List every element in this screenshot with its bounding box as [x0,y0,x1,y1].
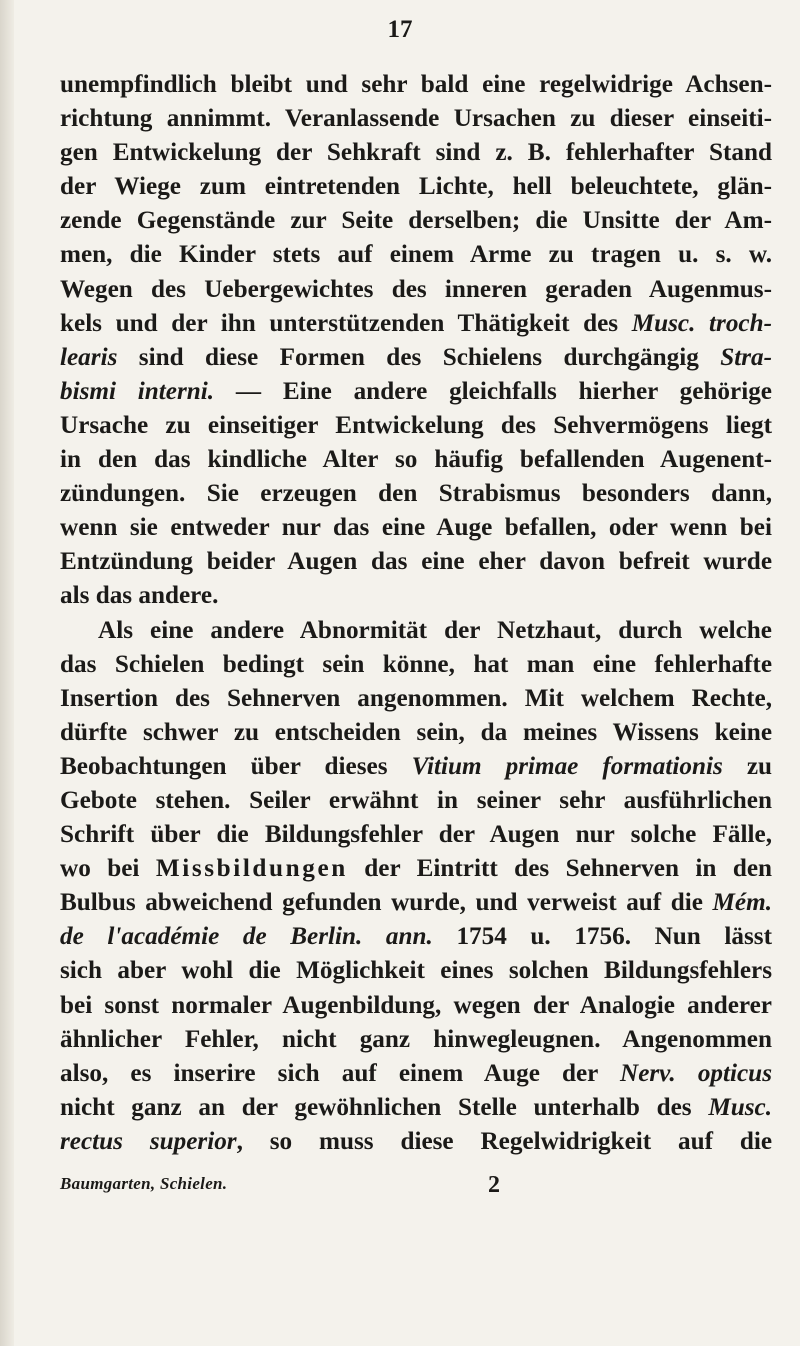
latin-term: Mém. [712,889,772,917]
text-line [60,1057,772,1091]
latin-term: learis [60,343,118,371]
text-line: richtung annimmt. Veranlassende Ursachen zu dieser einseiti- [60,105,772,133]
text-run: kels und der ihn unterstützenden Thätigkeit des [60,309,632,337]
latin-term: de l'académie de Berlin. ann. [60,923,433,951]
text-line: bei sonst normaler Augenbildung, wegen der Analogie anderer [60,991,772,1019]
text-line [60,750,772,784]
text-line: Gebote stehen. Seiler erwähnt in seiner sehr ausführlichen [60,786,772,814]
text-run: der Eintritt des Sehnerven in den [347,855,773,883]
text-run: 1754 u. 1756. Nun lässt [432,923,772,951]
sheet-number: 2 [488,1172,500,1198]
text-line: in den das kindliche Alter so häufig befallenden Augenent- [60,446,772,474]
text-line [60,1091,772,1125]
text-line: Schrift über die Bildungsfehler der Augen nur solche Fälle, [60,821,772,849]
text-run: sind diese Formen des Schielens durchgängig [117,343,721,371]
text-line: das Schielen bedingt sein könne, hat man eine fehlerhafte [60,650,772,678]
text-line: als das andere. [60,582,219,610]
text-run: wo bei [60,855,156,883]
page-number: 17 [387,16,413,43]
text-run: , so muss diese Regelwidrigkeit auf die [236,1127,773,1155]
text-line: unempfindlich bleibt und sehr bald eine regelwidrige Achsen- [60,71,772,98]
spaced-term: Missbildungen [155,855,348,883]
text-run: — Eine andere gleichfalls hierher gehörige [214,377,772,405]
text-line: men, die Kinder stets auf einem Arme zu tragen u. s. w. [60,241,772,269]
text-line: zende Gegenstände zur Seite derselben; die Unsitte der Am- [60,207,772,235]
text-line: Entzündung beider Augen das eine eher davon befreit wurde [60,548,772,576]
text-run: also, es inserire sich auf einem Auge der [60,1059,620,1087]
page-edge [0,0,14,1346]
text-line: Wegen des Uebergewichtes des inneren geraden Augenmus- [60,275,772,303]
text-line: wenn sie entweder nur das eine Auge befallen, oder wenn bei [60,514,772,542]
text-run: nicht ganz an der gewöhnlichen Stelle unterhalb des [60,1093,709,1121]
text-line: der Wiege zum eintretenden Lichte, hell beleuchtete, glän- [60,173,772,201]
text-line: zündungen. Sie erzeugen den Strabismus besonders dann, [60,480,772,508]
text-line: dürfte schwer zu entscheiden sein, da meines Wissens keine [60,718,772,746]
body-text [60,68,772,1159]
text-line: sich aber wohl die Möglichkeit eines solchen Bildungsfehlers [60,957,772,985]
text-line [60,886,772,920]
latin-term: Vitium primae formationis [411,752,723,780]
latin-term: rectus superior [60,1127,237,1155]
latin-term: Nerv. opticus [620,1059,772,1087]
latin-term: Musc. troch- [631,309,772,337]
text-line: gen Entwickelung der Sehkraft sind z. B. fehlerhafter Stand [60,139,772,167]
latin-term: Stra- [720,343,772,371]
text-run: zu [722,752,773,780]
text-line [60,920,772,954]
text-line [60,1125,772,1159]
text-line [60,375,772,409]
text-line: Ursache zu einseitiger Entwickelung des Sehvermögens liegt [60,411,772,439]
text-line: Als eine andere Abnormität der Netzhaut, durch welche [98,616,772,644]
text-run: Beobachtungen über dieses [60,752,412,780]
latin-term: bismi interni. [60,377,215,405]
text-line: Insertion des Sehnerven angenommen. Mit welchem Rechte, [60,684,772,712]
text-line [60,852,772,886]
text-run: Bulbus abweichend gefunden wurde, und verweist auf die [60,889,713,917]
page-footer [60,1172,772,1202]
text-line [60,307,772,341]
latin-term: Musc. [708,1093,772,1121]
printer-signature: Baumgarten, Schielen. [60,1174,228,1193]
text-line: ähnlicher Fehler, nicht ganz hinwegleugnen. Angenommen [60,1025,772,1053]
text-line [60,341,772,375]
